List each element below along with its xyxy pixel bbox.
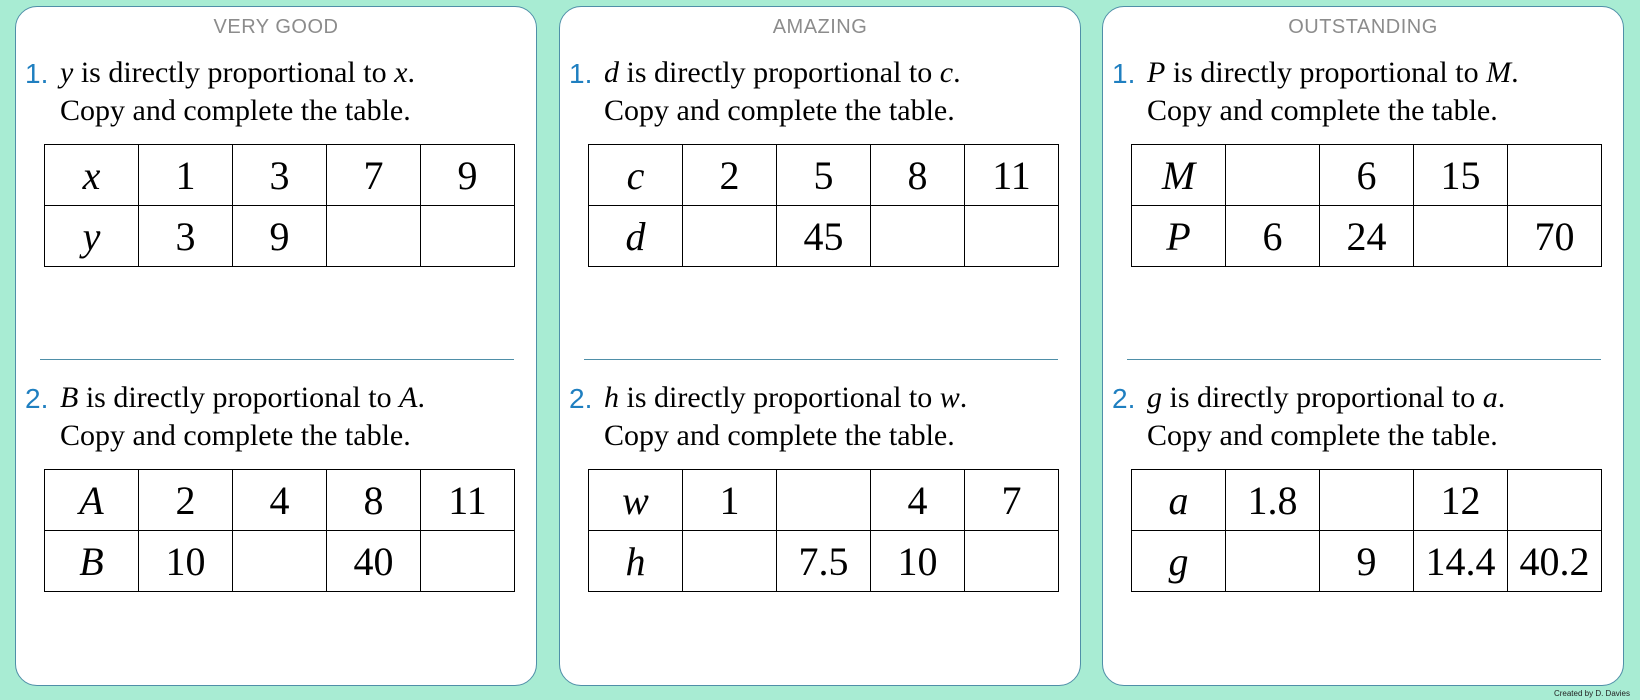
independent-variable: a bbox=[1482, 381, 1498, 414]
table-cell: 10 bbox=[139, 531, 233, 592]
independent-variable: A bbox=[399, 381, 418, 414]
table-cell: 6 bbox=[1320, 145, 1414, 206]
card-title: AMAZING bbox=[772, 16, 868, 38]
table-cell: 5 bbox=[777, 145, 871, 206]
question-number: 1. bbox=[25, 58, 49, 89]
table-cell bbox=[965, 206, 1059, 267]
table-cell: 8 bbox=[871, 145, 965, 206]
question-statement bbox=[60, 379, 425, 417]
table-cell: c bbox=[589, 145, 683, 206]
table-cell bbox=[327, 206, 421, 267]
question-instruction: Copy and complete the table. bbox=[1147, 419, 1498, 452]
table-row bbox=[1132, 470, 1602, 531]
question-number: 2. bbox=[569, 383, 593, 414]
table-cell: w bbox=[589, 470, 683, 531]
question-number: 2. bbox=[25, 383, 49, 414]
table-row bbox=[589, 206, 1059, 267]
question-instruction: Copy and complete the table. bbox=[60, 94, 411, 127]
table-cell: 6 bbox=[1226, 206, 1320, 267]
value-table bbox=[44, 469, 515, 592]
question-2 bbox=[560, 379, 1080, 699]
table-cell: 4 bbox=[871, 470, 965, 531]
table-cell: a bbox=[1132, 470, 1226, 531]
table-row bbox=[45, 531, 515, 592]
table-cell: 3 bbox=[139, 206, 233, 267]
table-cell: M bbox=[1132, 145, 1226, 206]
value-table bbox=[1131, 469, 1602, 592]
table-cell: d bbox=[589, 206, 683, 267]
dependent-variable: h bbox=[604, 381, 619, 414]
table-cell bbox=[1508, 145, 1602, 206]
table-cell: 7 bbox=[965, 470, 1059, 531]
table-cell bbox=[1508, 470, 1602, 531]
card-amazing bbox=[559, 6, 1081, 686]
question-statement bbox=[60, 54, 415, 92]
table-cell bbox=[421, 531, 515, 592]
table-cell: 12 bbox=[1414, 470, 1508, 531]
question-instruction: Copy and complete the table. bbox=[604, 419, 955, 452]
table-cell: g bbox=[1132, 531, 1226, 592]
question-2 bbox=[16, 379, 536, 699]
dependent-variable: d bbox=[604, 56, 619, 89]
question-instruction: Copy and complete the table. bbox=[60, 419, 411, 452]
question-number: 2. bbox=[1112, 383, 1136, 414]
dependent-variable: B bbox=[60, 381, 79, 414]
dependent-variable: P bbox=[1147, 56, 1166, 89]
table-cell bbox=[965, 531, 1059, 592]
table-cell: 45 bbox=[777, 206, 871, 267]
table-cell: 1 bbox=[683, 470, 777, 531]
statement-text: is directly proportional to bbox=[73, 56, 395, 89]
table-cell bbox=[1320, 470, 1414, 531]
table-cell: 40.2 bbox=[1508, 531, 1602, 592]
question-instruction: Copy and complete the table. bbox=[604, 94, 955, 127]
table-cell bbox=[871, 206, 965, 267]
table-row bbox=[1132, 206, 1602, 267]
table-cell: 2 bbox=[683, 145, 777, 206]
table-cell: 2 bbox=[139, 470, 233, 531]
table-cell: 70 bbox=[1508, 206, 1602, 267]
table-cell: 9 bbox=[1320, 531, 1414, 592]
table-cell: 9 bbox=[233, 206, 327, 267]
statement-text: is directly proportional to bbox=[1165, 56, 1487, 89]
statement-text: is directly proportional to bbox=[1162, 381, 1483, 414]
table-cell: x bbox=[45, 145, 139, 206]
statement-text: is directly proportional to bbox=[78, 381, 400, 414]
card-outstanding bbox=[1102, 6, 1624, 686]
table-cell: 1 bbox=[139, 145, 233, 206]
table-cell: 15 bbox=[1414, 145, 1508, 206]
table-cell bbox=[683, 206, 777, 267]
table-row bbox=[45, 145, 515, 206]
table-cell: 7.5 bbox=[777, 531, 871, 592]
question-instruction: Copy and complete the table. bbox=[1147, 94, 1498, 127]
statement-text: is directly proportional to bbox=[619, 56, 940, 89]
dependent-variable: g bbox=[1147, 381, 1162, 414]
card-title: OUTSTANDING bbox=[1288, 16, 1438, 38]
table-cell: P bbox=[1132, 206, 1226, 267]
table-cell bbox=[421, 206, 515, 267]
table-cell: 8 bbox=[327, 470, 421, 531]
question-statement bbox=[604, 54, 961, 92]
independent-variable: M bbox=[1486, 56, 1512, 89]
table-cell: B bbox=[45, 531, 139, 592]
question-1 bbox=[560, 54, 1080, 374]
question-statement bbox=[1147, 54, 1519, 92]
table-cell: 24 bbox=[1320, 206, 1414, 267]
table-cell bbox=[683, 531, 777, 592]
table-cell: 4 bbox=[233, 470, 327, 531]
table-row bbox=[1132, 531, 1602, 592]
table-row bbox=[589, 531, 1059, 592]
question-1 bbox=[1103, 54, 1623, 374]
question-number: 1. bbox=[1112, 58, 1136, 89]
value-table bbox=[588, 144, 1059, 267]
author-credit: Created by D. Davies bbox=[1553, 689, 1630, 698]
table-cell: 7 bbox=[327, 145, 421, 206]
dependent-variable: y bbox=[60, 56, 74, 89]
statement-text: is directly proportional to bbox=[619, 381, 940, 414]
question-statement bbox=[1147, 379, 1505, 417]
question-2 bbox=[1103, 379, 1623, 699]
section-divider bbox=[1127, 359, 1601, 360]
statement-end: . bbox=[407, 56, 415, 89]
value-table bbox=[44, 144, 515, 267]
table-cell: 40 bbox=[327, 531, 421, 592]
section-divider bbox=[584, 359, 1058, 360]
table-cell: A bbox=[45, 470, 139, 531]
independent-variable: c bbox=[939, 56, 954, 89]
independent-variable: w bbox=[939, 381, 960, 414]
table-cell: 9 bbox=[421, 145, 515, 206]
table-row bbox=[589, 470, 1059, 531]
table-cell: 11 bbox=[965, 145, 1059, 206]
table-cell: 3 bbox=[233, 145, 327, 206]
card-very-good bbox=[15, 6, 537, 686]
table-cell bbox=[1414, 206, 1508, 267]
statement-end: . bbox=[1511, 56, 1519, 89]
section-divider bbox=[40, 359, 514, 360]
table-cell bbox=[233, 531, 327, 592]
statement-end: . bbox=[417, 381, 425, 414]
statement-end: . bbox=[953, 56, 961, 89]
independent-variable: x bbox=[394, 56, 408, 89]
value-table bbox=[1131, 144, 1602, 267]
question-number: 1. bbox=[569, 58, 593, 89]
card-title: VERY GOOD bbox=[213, 16, 339, 38]
question-statement bbox=[604, 379, 967, 417]
table-cell: y bbox=[45, 206, 139, 267]
table-cell bbox=[777, 470, 871, 531]
table-row bbox=[45, 206, 515, 267]
question-1 bbox=[16, 54, 536, 374]
table-cell bbox=[1226, 145, 1320, 206]
statement-end: . bbox=[959, 381, 968, 414]
table-cell: 10 bbox=[871, 531, 965, 592]
statement-end: . bbox=[1497, 381, 1506, 414]
table-row bbox=[45, 470, 515, 531]
table-cell: 1.8 bbox=[1226, 470, 1320, 531]
table-cell: h bbox=[589, 531, 683, 592]
table-cell bbox=[1226, 531, 1320, 592]
table-cell: 14.4 bbox=[1414, 531, 1508, 592]
table-row bbox=[589, 145, 1059, 206]
value-table bbox=[588, 469, 1059, 592]
table-cell: 11 bbox=[421, 470, 515, 531]
table-row bbox=[1132, 145, 1602, 206]
